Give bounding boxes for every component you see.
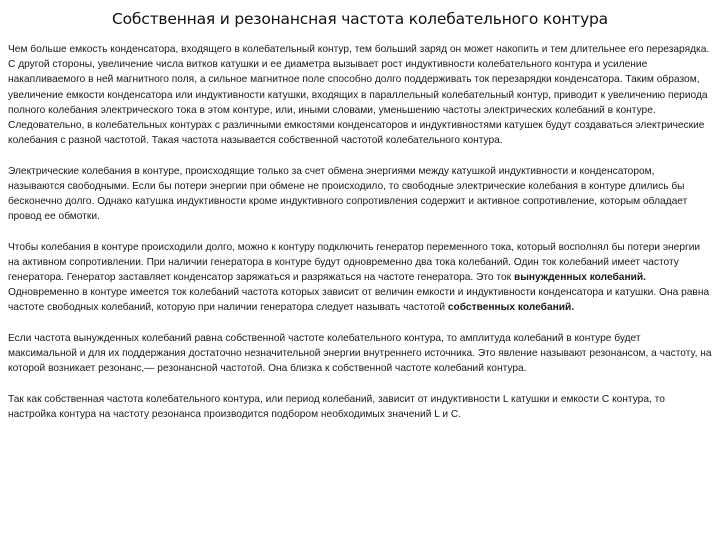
slide-body: [8, 42, 712, 437]
forced-text-part1: Чтобы колебания в контуре происходили долго, можно к контуру подключить генератор переменного тока, который восполнял бы потери энергии на активном сопротивлении. При наличии генератора в контуре будут одновременно два тока колебаний. Один ток колебаний имеет частоту генератора. Генератор заставляет конденсатор заряжаться и разряжаться на частоте генератора. Это ток: [8, 241, 701, 284]
forced-oscillations-term: вынужденных колебаний.: [513, 272, 646, 284]
slide-title: Собственная и резонансная частота колебательного контура: [112, 10, 608, 28]
forced-text-part2: Одновременно в контуре имеется ток колебаний частота которых зависит от величин емкости и индуктивности конденсатора и катушки. Она равна частоте свободных колебаний, которую при наличии генератора следует называть частотой: [8, 287, 710, 314]
paragraph-natural-frequency: Чем больше емкость конденсатора, входящего в колебательный контур, тем больший заряд он может накопить и тем длительнее его перезарядка. С другой стороны, увеличение числа витков катушки и ее диаметра вызывает рост индуктивности колебательного контура и усиление накапливаемого в ней магнитного поля, а сильное магнитное поле способно долго поддерживать ток перезарядки конденсатора. Таким образом, увеличение емкости конденсатора или индуктивности катушки, входящих в параллельный колебательный контур, приводит к увеличению периода полного колебания электрического тока в этом контуре, или, иными словами, уменьшению частоты электрических колебаний в контуре. Следовательно, в колебательных контурах с различными емкостями конденсаторов и индуктивностями катушек будут создаваться электрические колебания с разной частотой. Такая частота называется собственной частотой колебательного контура.: [8, 44, 710, 147]
paragraph-forced-oscillations: [8, 240, 712, 316]
natural-oscillations-term: собственных колебаний.: [447, 302, 575, 314]
paragraph-tuning: Так как собственная частота колебательного контура, или период колебаний, зависит от индуктивности L катушки и емкости C контура, то настройка контура на частоту резонанса производится подбором необходимых значений L и C.: [8, 393, 665, 420]
paragraph-free-oscillations: Электрические колебания в контуре, происходящие только за счет обмена энергиями между катушкой индуктивности и конденсатором, называются свободными. Если бы потери энергии при обмене не происходило, то свободные электрические колебания в контуре длились бы бесконечно долго. Однако катушка индуктивности кроме индуктивного сопротивления содержит и активное сопротивление, которым обладает провод ее обмотки.: [8, 165, 688, 223]
paragraph-resonance: Если частота вынужденных колебаний равна собственной частоте колебательного контура, то амплитуда колебаний в контуре будет максимальной и для их поддержания достаточно незначительной энергии внутреннего источника. Это явление называют резонансом, а частоту, на которой возникает резонанс,— резонансной частотой. Она близка к собственной частоте колебаний контура.: [8, 332, 712, 375]
